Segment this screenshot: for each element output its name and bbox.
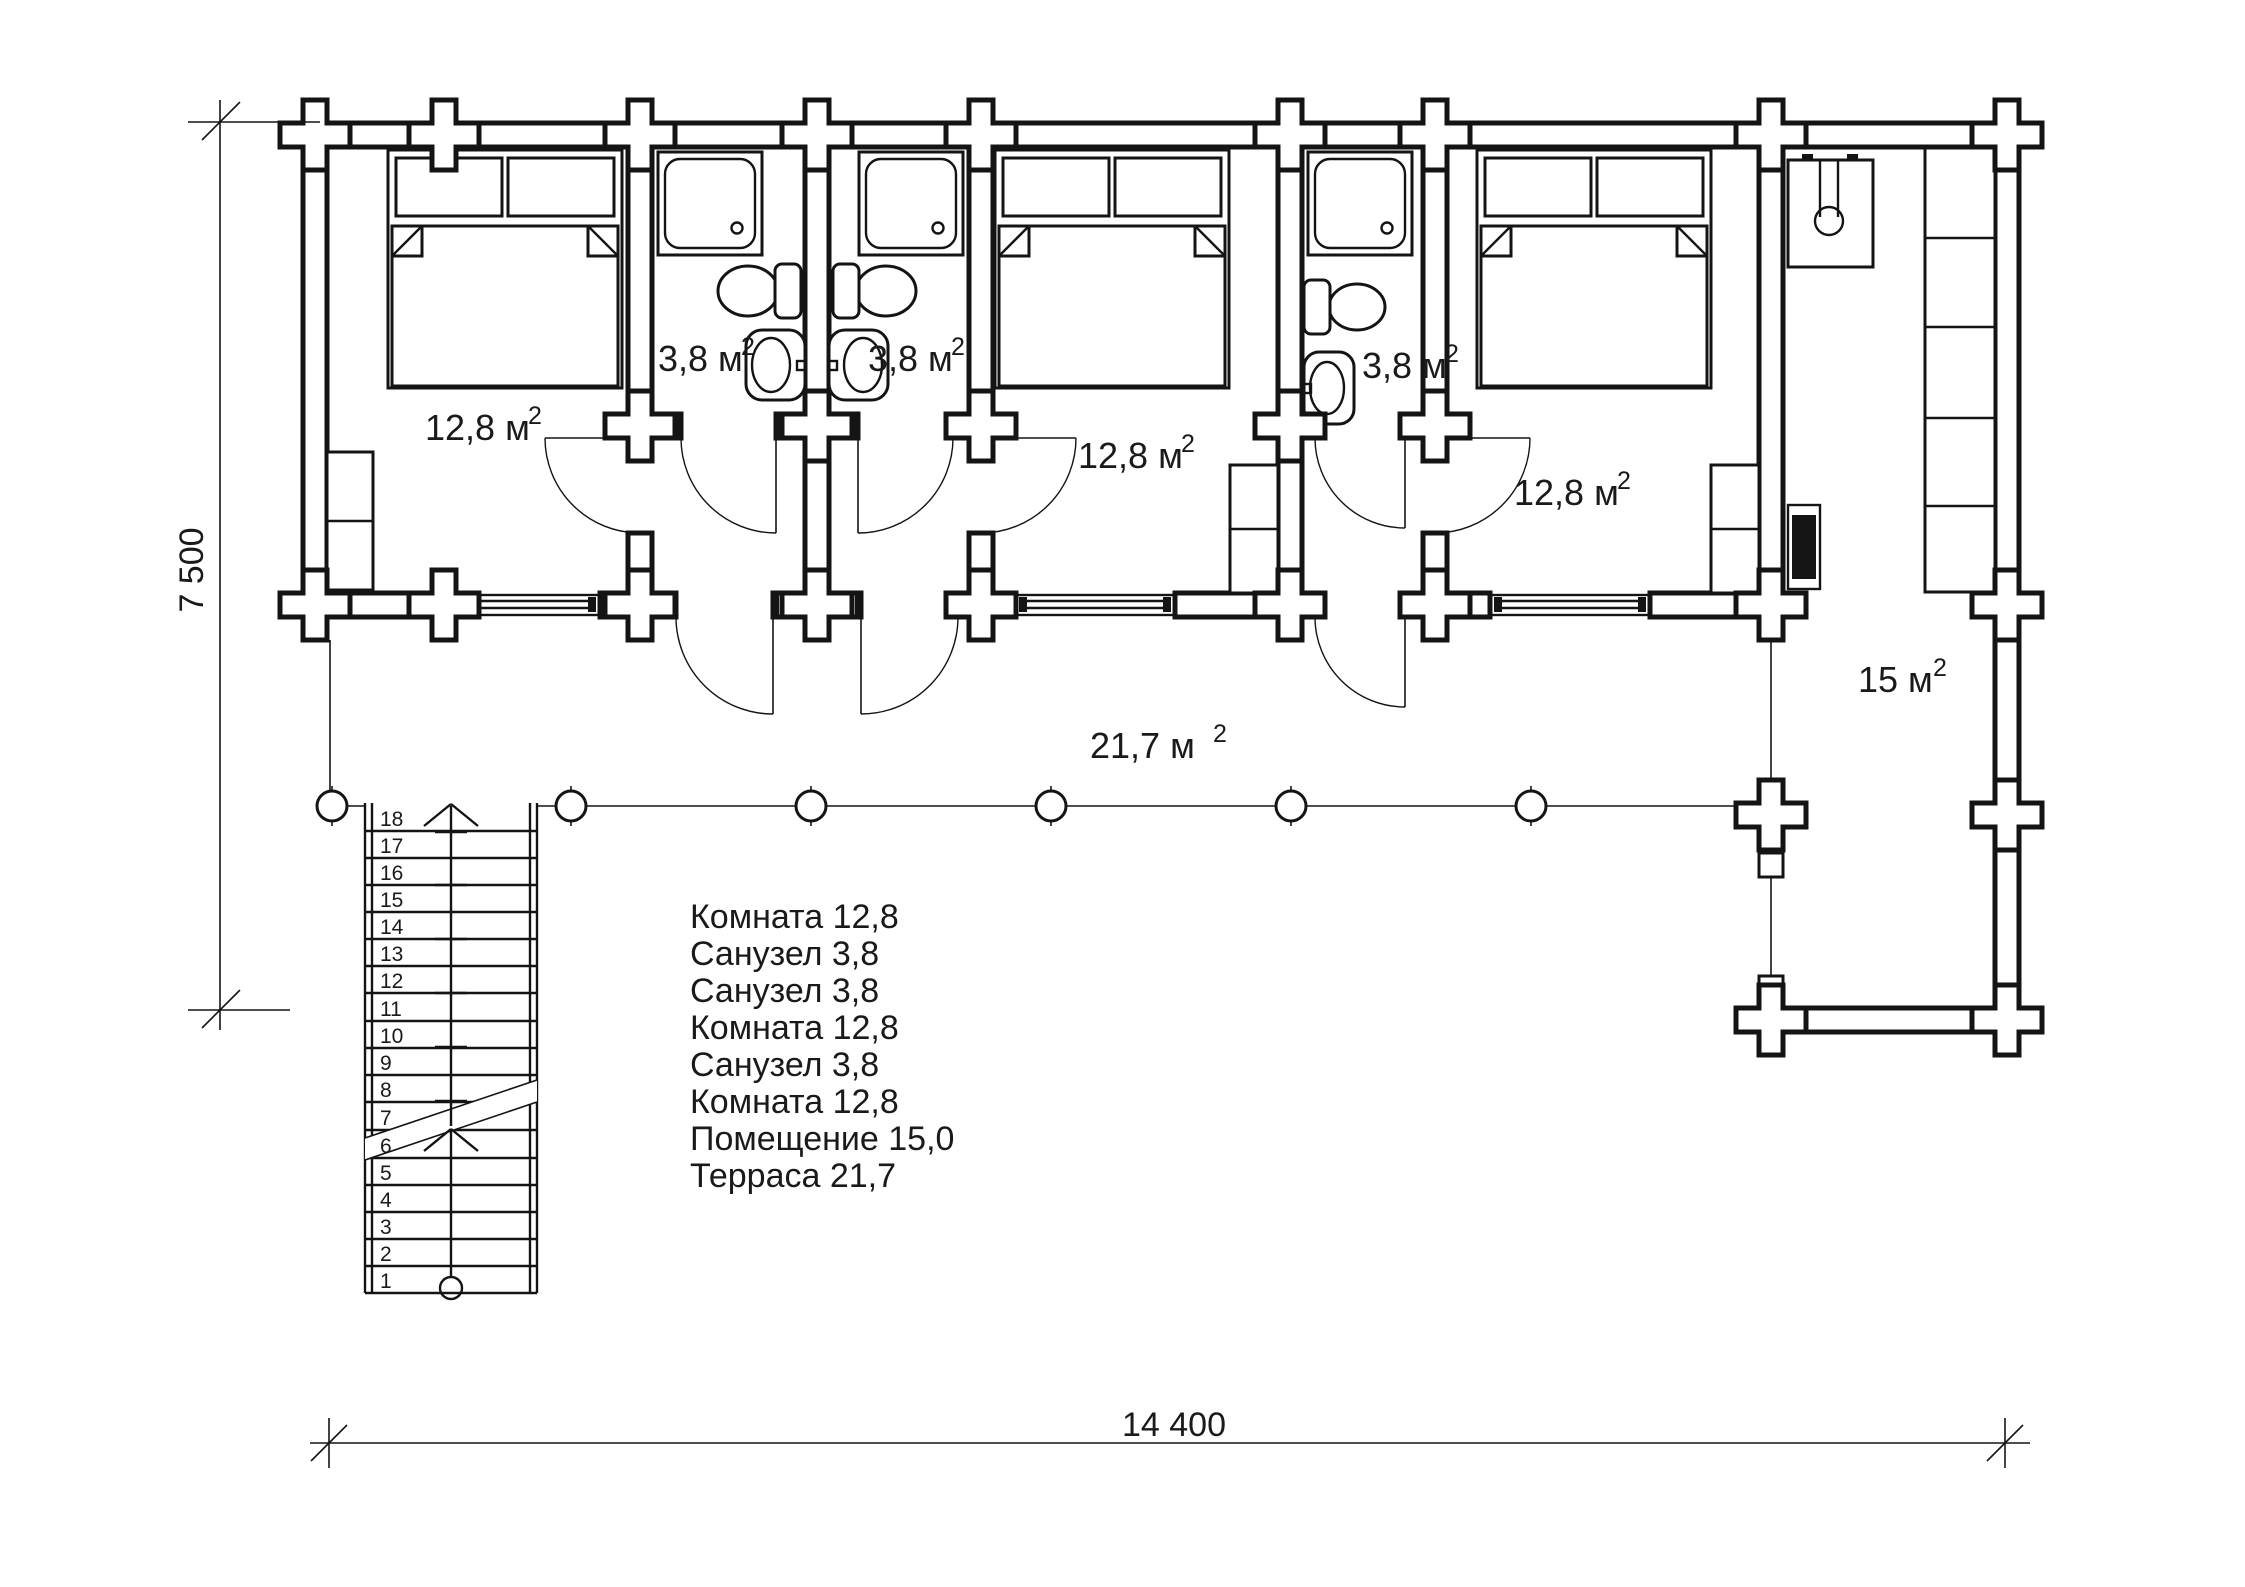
door-bath1 [675,412,782,533]
label-terrace: 21,7 м [1090,725,1195,766]
step-number: 4 [380,1189,392,1212]
label-utility-sup: 2 [1933,654,1947,682]
wall-west [303,123,327,617]
toilet-3 [1304,280,1385,334]
legend [690,898,954,1195]
label-utility: 15 м [1858,659,1933,700]
step-number: 8 [380,1079,392,1102]
legend-line: Санузел 3,8 [690,935,880,973]
label-bath3: 3,8 м [1362,345,1447,386]
step-number: 13 [380,943,404,966]
label-terrace-sup: 2 [1213,720,1227,748]
legend-line: Санузел 3,8 [690,972,880,1010]
step-number: 1 [380,1270,392,1293]
dresser-bedroom2 [1230,465,1278,593]
dresser-bedroom1 [327,452,373,590]
window-bedroom2 [1015,595,1175,615]
bed-double-2 [995,150,1229,388]
door-exterior-unit1 [670,591,779,714]
step-number: 16 [380,862,404,885]
step-number: 15 [380,889,404,912]
window-bedroom3 [1490,595,1650,615]
wall-bedroom2-east [1278,147,1302,593]
doors [545,412,1530,714]
boiler-chimney [1788,154,1873,267]
label-bedroom3: 12,8 м [1514,472,1619,513]
staircase [365,803,537,1299]
label-bedroom2-sup: 2 [1181,430,1195,458]
legend-line: Санузел 3,8 [690,1046,880,1084]
wall-bath1-bath2 [805,147,829,593]
dimension-width-label: 14 400 [1122,1406,1226,1444]
label-bedroom2: 12,8 м [1078,435,1183,476]
label-bath1: 3,8 м [658,338,743,379]
label-bath3-sup: 2 [1445,340,1459,368]
legend-line: Терраса 21,7 [690,1157,897,1195]
wardrobe-shelving [1925,148,1995,592]
label-bath1-sup: 2 [741,333,755,361]
shower-tray-3 [1308,152,1412,255]
legend-line: Помещение 15,0 [690,1120,955,1158]
toilet-1 [718,264,801,318]
wall-bedroom3-east [1759,147,1783,593]
label-bath2-sup: 2 [951,333,965,361]
label-bedroom3-sup: 2 [1617,467,1631,495]
step-number: 12 [380,970,404,993]
shower-tray-2 [859,152,963,255]
step-number: 17 [380,835,404,858]
dimension-height-label: 7 500 [173,527,211,613]
dimension-vertical [173,100,320,1030]
terrace-post [1736,780,1806,850]
bed-double-3 [1477,150,1711,388]
stove [1788,505,1820,589]
toilet-2 [833,264,916,318]
label-bath2: 3,8 м [868,338,953,379]
step-number: 9 [380,1052,392,1075]
step-number: 10 [380,1025,404,1048]
step-number: 18 [380,808,404,831]
legend-line: Комната 12,8 [690,1009,899,1047]
dresser-bedroom3 [1711,465,1759,593]
step-number: 5 [380,1162,392,1185]
step-number: 14 [380,916,404,939]
bed-double-1 [388,150,622,388]
step-number: 6 [380,1135,392,1158]
door-bath2 [852,412,959,533]
step-number: 7 [380,1107,392,1130]
step-number: 3 [380,1216,392,1239]
sink-1 [746,330,806,400]
legend-line: Комната 12,8 [690,898,899,936]
shower-tray-1 [658,152,762,255]
dimension-horizontal [310,1406,2030,1468]
step-number: 11 [380,998,402,1021]
legend-line: Комната 12,8 [690,1083,899,1121]
label-bedroom1-sup: 2 [528,402,542,430]
label-bedroom1: 12,8 м [425,407,530,448]
step-number: 2 [380,1243,392,1266]
